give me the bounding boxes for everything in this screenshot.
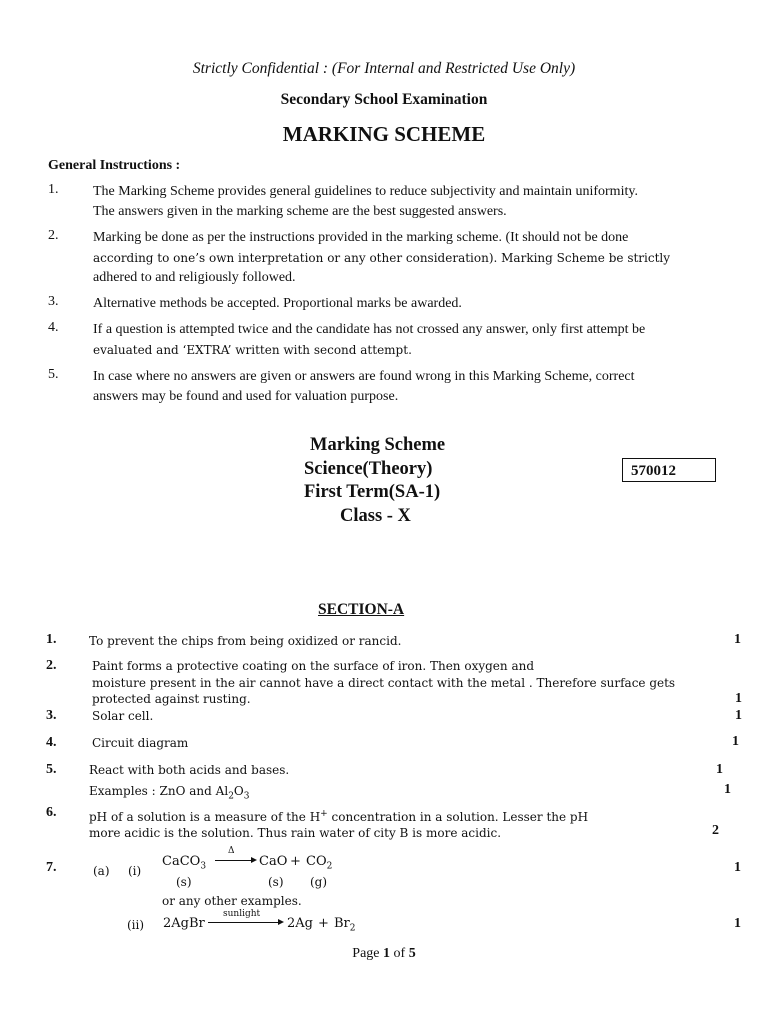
reactant: 2AgBr [163, 916, 205, 931]
state-label: (g) [310, 875, 328, 889]
confidential-note: Strictly Confidential : (For Internal and Restricted Use Only) [192, 60, 576, 77]
instruction-line: according to one’s own interpretation or any other consideration). Marking Scheme be strictly [93, 251, 671, 265]
marks: 1 [732, 734, 739, 749]
formula-part: CO [306, 854, 327, 869]
scheme-subject: Science(Theory) [304, 458, 433, 479]
subscript: 3 [200, 861, 207, 872]
answer-segment: concentration in a solution. Lesser the pH [327, 810, 589, 824]
page-total: 5 [408, 946, 416, 961]
question-number: 6. [46, 805, 57, 820]
answer-text: protected against rusting. [92, 692, 251, 706]
product [306, 854, 332, 872]
reaction-arrow [208, 922, 279, 923]
part-label: (a) [93, 864, 110, 878]
marks: 1 [724, 782, 731, 797]
answer-text: Circuit diagram [92, 736, 189, 750]
instruction-text [93, 182, 723, 222]
marks: 1 [735, 691, 742, 706]
exam-title: Secondary School Examination [280, 91, 488, 108]
marks: 1 [734, 860, 741, 875]
marks: 1 [734, 916, 741, 931]
marks: 2 [712, 823, 719, 838]
instruction-line: answers may be found and used for valuation purpose. [93, 389, 399, 404]
conjunction: and [189, 784, 212, 798]
scheme-title: Marking Scheme [310, 435, 446, 455]
instruction-text [93, 320, 723, 360]
product: CaO [259, 854, 288, 869]
instruction-number: 4. [48, 320, 59, 335]
instruction-line: In case where no answers are given or answers are found wrong in this Marking Scheme, correct [93, 369, 635, 384]
answer-text: or any other examples. [162, 894, 302, 908]
question-number: 1. [46, 632, 57, 647]
scheme-class: Class - X [340, 505, 411, 526]
instruction-number: 5. [48, 367, 59, 382]
examples-line [89, 783, 250, 804]
reaction-arrow [215, 860, 252, 861]
instruction-text [93, 367, 723, 407]
question-number: 7. [46, 860, 57, 875]
instruction-text [93, 294, 723, 314]
answer-segment: pH of a solution is a measure of the H [89, 810, 321, 824]
page-of: of [393, 946, 406, 961]
marks: 1 [735, 708, 742, 723]
answer-text [89, 806, 588, 825]
instruction-line: The Marking Scheme provides general guidelines to reduce subjectivity and maintain uniformity. [93, 184, 638, 199]
formula-part: Al [215, 784, 229, 798]
instruction-number: 3. [48, 294, 59, 309]
arrow-label: sunlight [223, 909, 261, 919]
answer-text: Paint forms a protective coating on the surface of iron. Then oxygen and [92, 659, 535, 673]
question-number: 2. [46, 658, 57, 673]
formula-part: O [233, 784, 244, 798]
page-current: 1 [383, 946, 391, 961]
marks: 1 [716, 762, 723, 777]
paper-code-box: 570012 [622, 458, 716, 482]
page-label: Page [352, 946, 380, 961]
instruction-line: If a question is attempted twice and the candidate has not crossed any answer, only first attempt be [93, 322, 646, 337]
instruction-line: adhered to and religiously followed. [93, 270, 296, 285]
instruction-text [93, 228, 723, 288]
subscript: 2 [228, 791, 234, 802]
arrow-label: Δ [228, 846, 235, 856]
state-label: (s) [268, 875, 284, 889]
scheme-header [304, 434, 445, 528]
instruction-line: Marking be done as per the instructions provided in the marking scheme. (It should not be done [93, 230, 629, 245]
marks: 1 [734, 632, 741, 647]
oxide-2 [215, 784, 250, 802]
answer-text: moisture present in the air cannot have a direct contact with the metal . Therefore surface gets [92, 676, 676, 690]
instruction-line: evaluated and ‘EXTRA’ written with second attempt. [93, 343, 412, 357]
instruction-number: 2. [48, 228, 59, 243]
subscript: 3 [243, 791, 250, 802]
subscript: 2 [326, 861, 333, 872]
plus-sign: + [318, 916, 329, 931]
subpart-label: (i) [128, 864, 142, 878]
page-title: MARKING SCHEME [282, 122, 486, 146]
arrow-head-icon [251, 857, 257, 863]
arrow-head-icon [278, 919, 284, 925]
answer-text: more acidic is the solution. Thus rain water of city B is more acidic. [89, 826, 502, 840]
section-heading: SECTION-A [318, 601, 405, 618]
instruction-number: 1. [48, 182, 59, 197]
plus-sign: + [290, 854, 301, 869]
subscript: 2 [349, 923, 356, 934]
question-number: 3. [46, 708, 57, 723]
reactant [162, 854, 206, 872]
instruction-line: The answers given in the marking scheme are the best suggested answers. [93, 204, 507, 219]
oxide-1: ZnO [159, 784, 186, 798]
page-footer [0, 946, 768, 962]
answer-text: To prevent the chips from being oxidized or rancid. [89, 634, 402, 648]
answer-text: React with both acids and bases. [89, 763, 290, 777]
product: 2Ag [287, 916, 313, 931]
subpart-label: (ii) [127, 918, 145, 932]
instruction-line: Alternative methods be accepted. Proportional marks be awarded. [93, 296, 462, 311]
product [334, 916, 356, 934]
answer-text: Solar cell. [92, 709, 154, 723]
state-label: (s) [176, 875, 192, 889]
scheme-term: First Term(SA-1) [304, 482, 441, 502]
formula-part: CaCO [162, 854, 201, 869]
superscript: + [320, 809, 328, 819]
formula-part: Br [334, 916, 350, 931]
question-number: 4. [46, 735, 57, 750]
general-instructions-heading: General Instructions : [48, 158, 181, 173]
question-number: 5. [46, 762, 57, 777]
examples-label: Examples : [89, 784, 156, 798]
